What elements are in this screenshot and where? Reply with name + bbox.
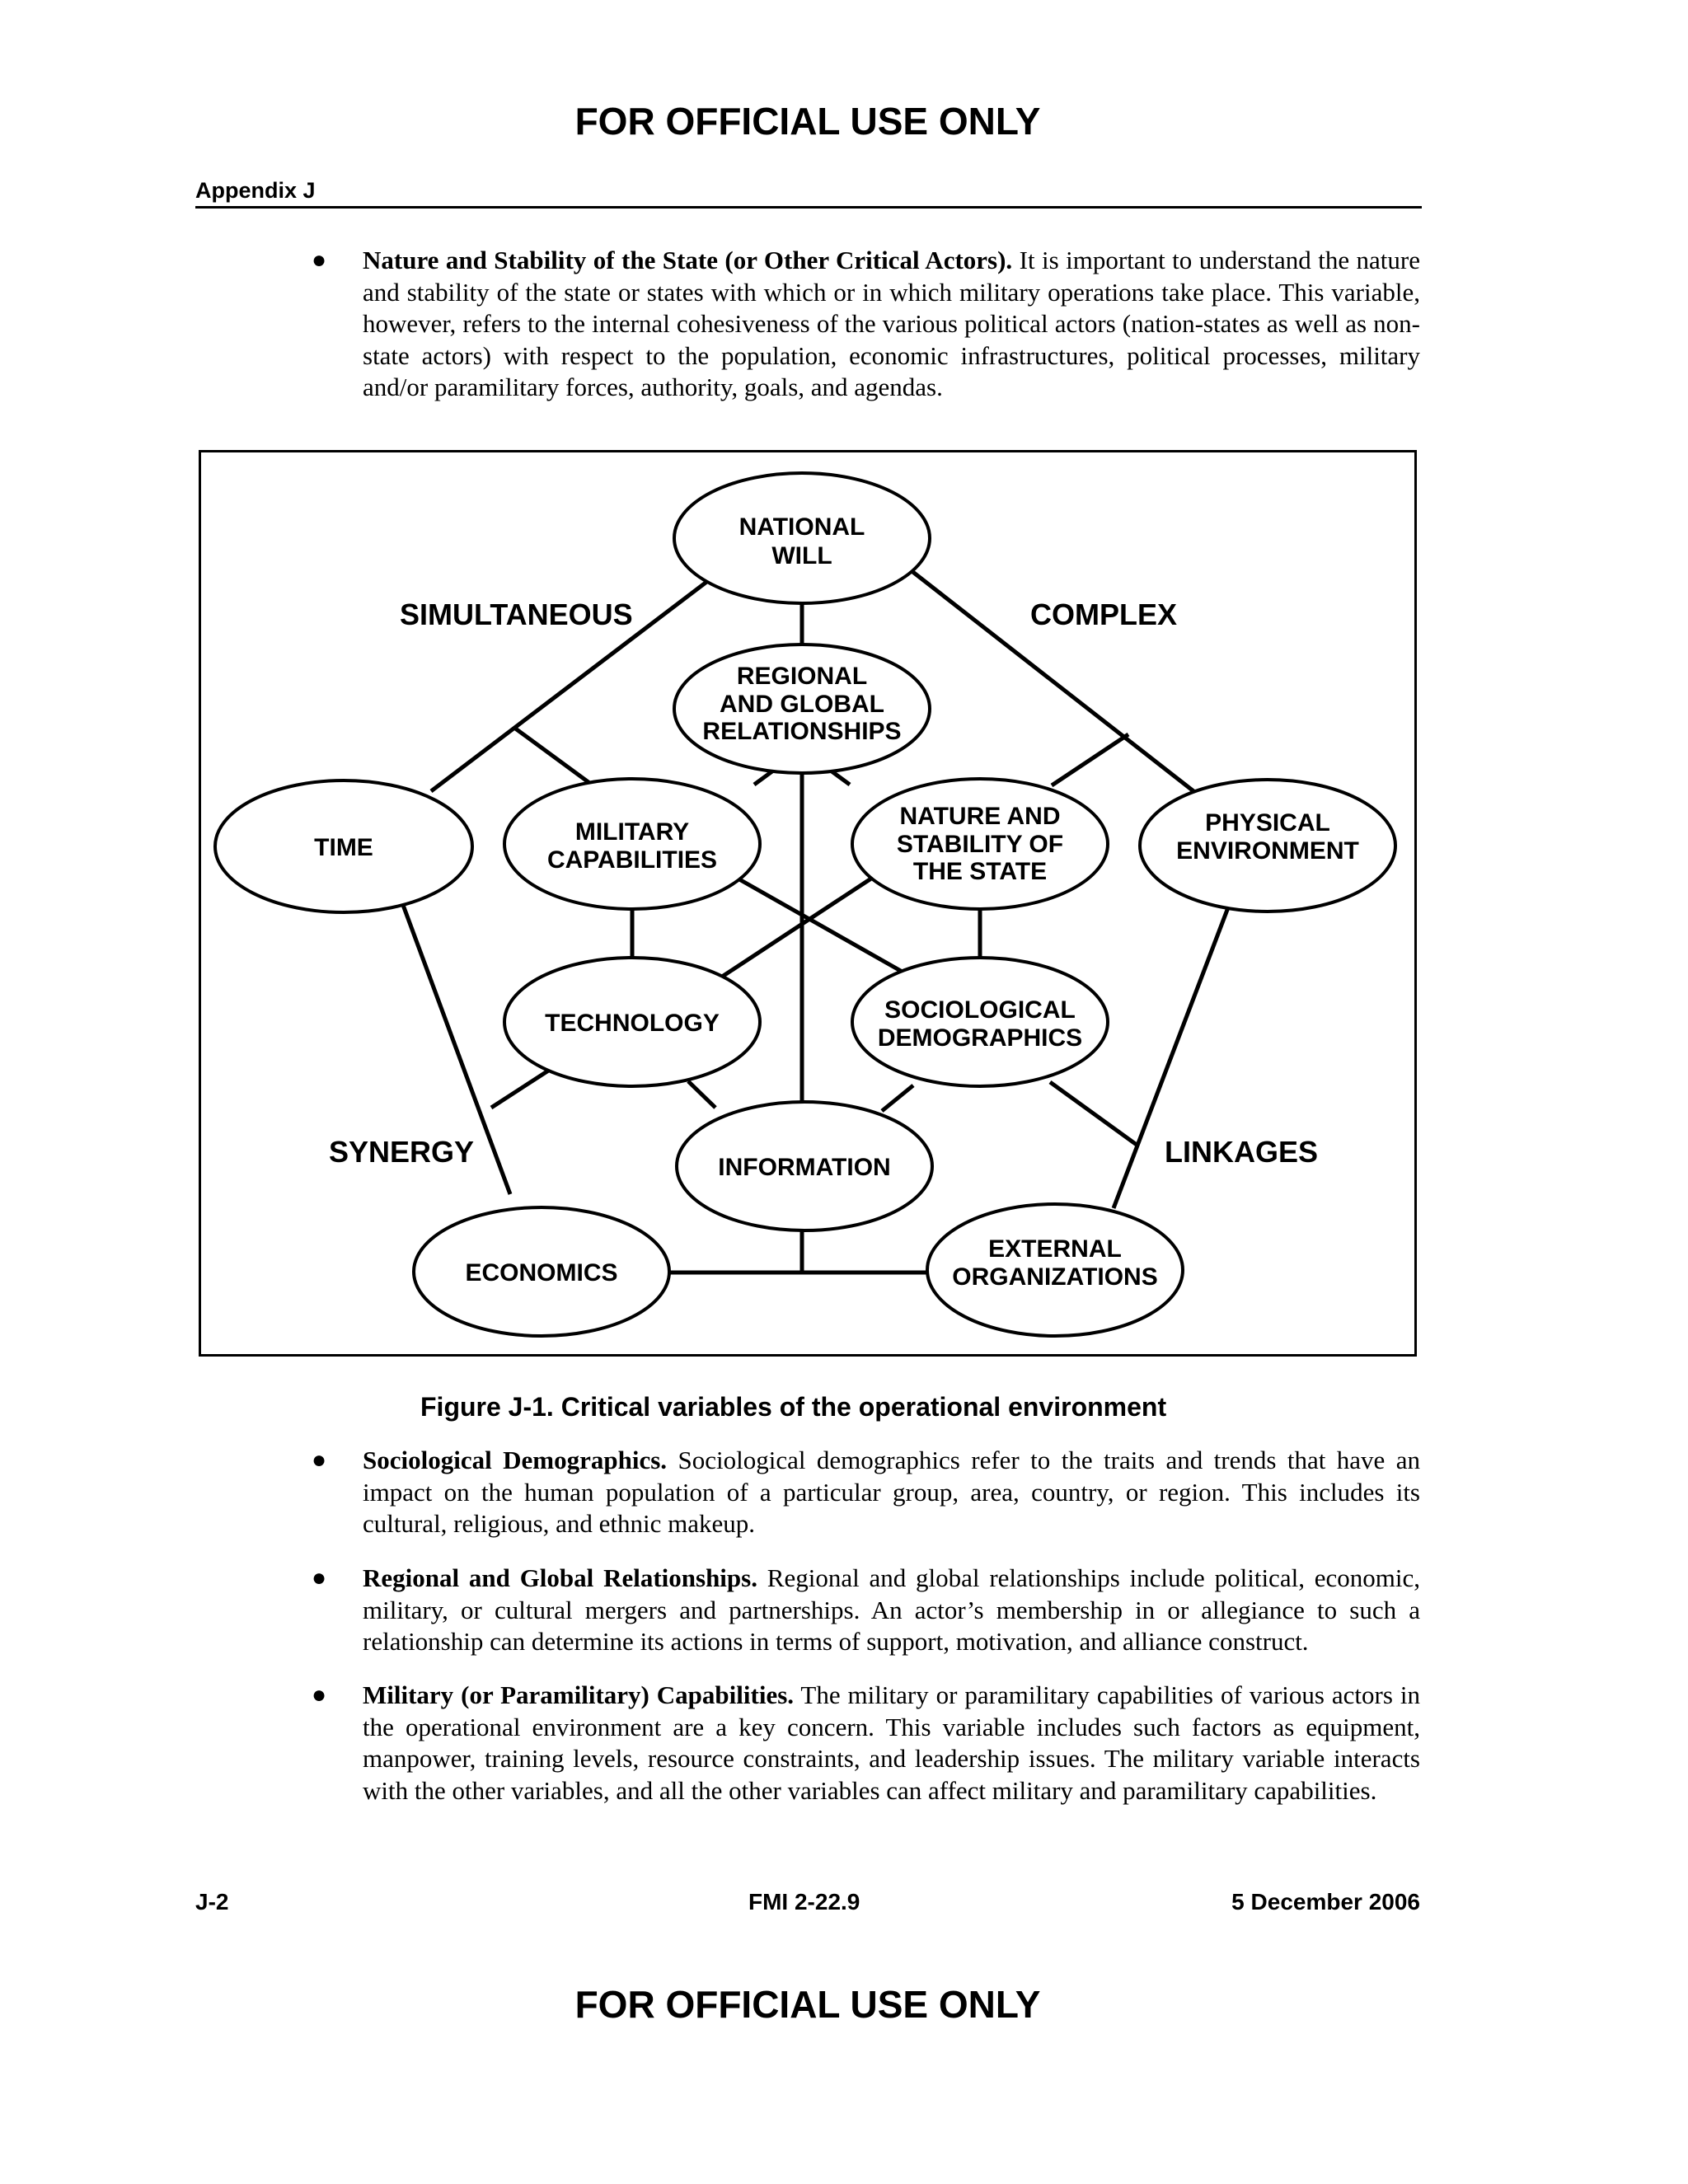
node-label: PHYSICAL [1205, 809, 1330, 837]
bullet-icon: ● [312, 246, 327, 274]
paragraph-term: Regional and Global Relationships. [363, 1563, 757, 1592]
bullet-icon: ● [312, 1446, 327, 1474]
bullet-icon: ● [312, 1564, 327, 1591]
node-label: NATIONAL [738, 513, 865, 541]
paragraph-military-capabilities [312, 1680, 1420, 1807]
paragraph-text: It is important to understand the nature and stability of the state or states with which or in which military operations take place. This variable, however, refers to the internal cohesiveness of the various political actors (nation-states as well as non-state actors) with respect to the population, economic infrastructures, political processes, military and/or paramilitary forces, authority, goals, and agendas. [363, 246, 1420, 401]
node-label: INFORMATION [718, 1154, 891, 1181]
node-label: ENVIRONMENT [1176, 837, 1359, 865]
bullet-icon: ● [312, 1681, 327, 1708]
classification-banner-bottom: FOR OFFICIAL USE ONLY [574, 1983, 1041, 2026]
node-label: STABILITY OF [896, 831, 1064, 858]
paragraph-term: Nature and Stability of the State (or Other Critical Actors). [363, 246, 1013, 274]
paragraph-text: Sociological demographics refer to the traits and trends that have an impact on the human population of a particular group, area, country, or region. This includes its cultural, religious, and ethnic makeup. [363, 1446, 1421, 1538]
label-linkages: LINKAGES [1165, 1135, 1319, 1169]
figure-j1 [199, 450, 1417, 1357]
label-simultaneous: SIMULTANEOUS [400, 598, 633, 631]
node-label: TIME [314, 834, 373, 861]
paragraph-term: Military (or Paramilitary) Capabilities. [363, 1680, 795, 1709]
classification-banner-top: FOR OFFICIAL USE ONLY [574, 100, 1041, 143]
node-label: AND GLOBAL [720, 691, 884, 718]
node-label: EXTERNAL [988, 1235, 1122, 1263]
label-complex: COMPLEX [1030, 598, 1178, 631]
paragraph-sociological-demographics [312, 1445, 1421, 1540]
paragraph-nature-stability [312, 245, 1420, 404]
node-label: DEMOGRAPHICS [877, 1024, 1083, 1052]
node-label: REGIONAL [736, 663, 868, 690]
label-synergy: SYNERGY [329, 1135, 475, 1169]
footer-date: 5 December 2006 [1231, 1889, 1420, 1915]
node-label: TECHNOLOGY [545, 1010, 720, 1037]
node-label: NATURE AND [899, 803, 1061, 830]
node-label: MILITARY [574, 818, 690, 846]
paragraph-text: The military or paramilitary capabilities of various actors in the operational environment are a key concern. This variable includes such factors as equipment, manpower, training levels, resource constraints, and leadership issues. The military variable interacts with the other variables, and all the other variables can affect military and paramilitary capabilities. [363, 1680, 1420, 1805]
header-rule [195, 206, 1422, 209]
node-label: THE STATE [912, 858, 1048, 885]
node-label: ECONOMICS [465, 1259, 618, 1286]
node-label: SOCIOLOGICAL [884, 996, 1076, 1024]
figure-caption: Figure J-1. Critical variables of the operational environment [420, 1392, 1167, 1422]
paragraph-regional-global [312, 1563, 1420, 1658]
node-label: RELATIONSHIPS [702, 718, 902, 745]
footer-page-number: J-2 [195, 1889, 229, 1915]
paragraph-term: Sociological Demographics. [363, 1446, 668, 1474]
node-label: ORGANIZATIONS [952, 1263, 1158, 1291]
node-label: WILL [771, 542, 832, 569]
node-label: CAPABILITIES [546, 846, 718, 874]
footer-publication: FMI 2-22.9 [748, 1889, 860, 1915]
appendix-header: Appendix J [195, 178, 316, 203]
critical-variables-diagram [199, 450, 1417, 1357]
paragraph-text: Regional and global relationships include political, economic, military, or cultural mergers and partnerships. An actor’s membership in or allegiance to such a relationship can determine its actions in terms of support, motivation, and alliance construct. [363, 1563, 1420, 1656]
